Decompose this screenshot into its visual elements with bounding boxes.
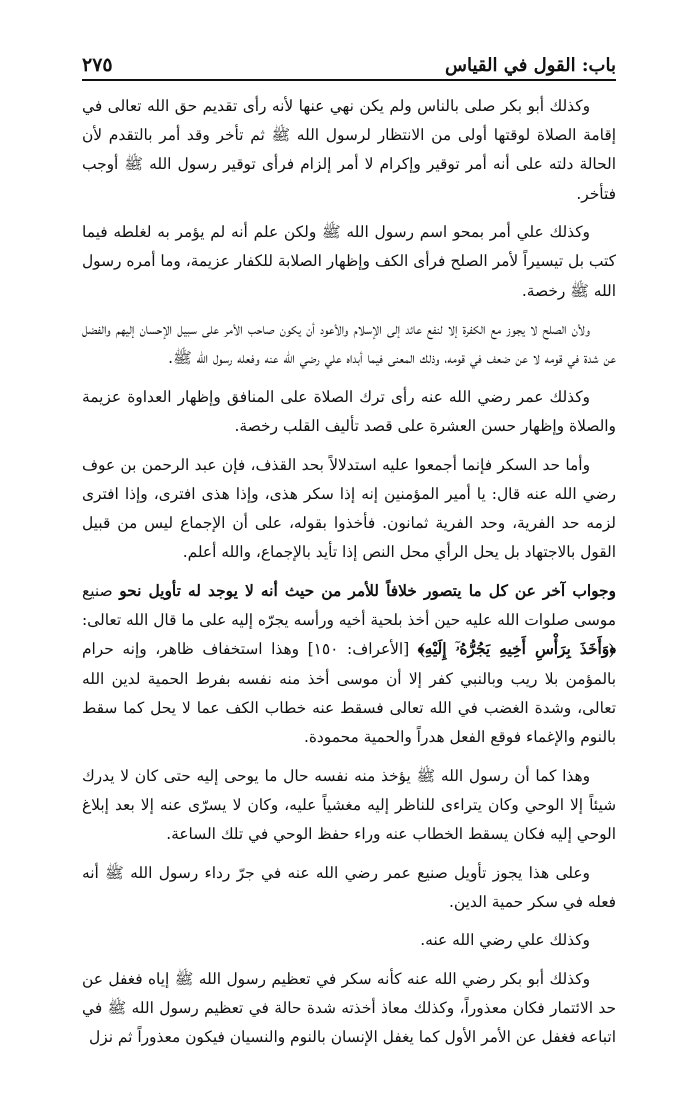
chapter-title: باب: القول في القياس (445, 55, 616, 76)
answer-text-1: صنيع موسى صلوات الله عليه حين أخذ بلحية أخيه ورأسه يجرّه إليه على ما قال الله تعالى: (82, 582, 616, 630)
paragraph: وهذا كما أن رسول الله ﷺ يؤخذ منه نفسه حال ما يوحى إليه حتى كان لا يدرك شيئاً إلا الوحي وكان يتراءى للناظر إليه مغشياً عليه، وكان لا يسرّى عنه إلا بعد إبلاغ الوحي إليه فكان يسقط الخطاب عنه وراء حفظ الوحي في تلك الساعة. (82, 766, 616, 844)
paragraph: وأما حد السكر فإنما أجمعوا عليه استدلالاً بحد القذف، فإن عبد الرحمن بن عوف رضي الله عنه قال: يا أمير المؤمنين إنه إذا سكر هذى، وإذا هذى افترى، وإذا افترى لزمه حد الفرية، وحد الفرية ثمانون. فأخذوا بقوله، على أن الإجماع ليس من قبيل القول بالاجتهاد بل يحل الرأي محل النص إذا تأيد بالإجماع، والله أعلم. (82, 455, 616, 562)
quran-verse: ﴿وَأَخَذَ بِرَأْسِ أَخِيهِ يَجُرُّهُۥٓ إِلَيْهِ﴾ (417, 640, 616, 659)
paragraph: وكذلك علي رضي الله عنه. (420, 931, 590, 950)
page-number: ٢٧٥ (82, 54, 113, 76)
paragraph: وعلى هذا يجوز تأويل صنيع عمر رضي الله عنه في جرّ رداء رسول الله ﷺ أنه فعله في سكر حمية الدين. (82, 863, 616, 911)
paragraph: وكذلك عمر رضي الله عنه رأى ترك الصلاة على المنافق وإظهار العداوة عزيمة والصلاة وإظهار حسن العشرة على قصد تأليف القلب رخصة. (82, 388, 616, 436)
paragraph: وكذلك علي أمر بمحو اسم رسول الله ﷺ ولكن علم أنه لم يؤمر به لغلطه فيما كتب بل تيسيراً لأمر الصلح فرأى الكف وإظهار الصلابة للكفار عزيمة، وما أمره رسول الله ﷺ رخصة. (82, 223, 616, 300)
paragraph: وكذلك أبو بكر صلى بالناس ولم يكن نهي عنها لأنه رأى تقديم حق الله تعالى في إقامة الصلاة لوقتها أولى من الانتظار لرسول الله ﷺ ثم تأخر وقد أمر بالتقدم لأن الحالة دلته على أنه أمر توقير وإكرام لا أمر إلزام فرأى توقير رسول الله ﷺ أوجب فتأخر. (82, 97, 616, 203)
paragraph: وكذلك أبو بكر رضي الله عنه كأنه سكر في تعظيم رسول الله ﷺ إياه فغفل عن حد الائتمار فكان معذوراً، وكذلك معاذ أخذته شدة حالة في تعظيم رسول الله ﷺ في اتباعه فغفل عن الأمر الأول كما يغفل الإنسان بالنوم والنسيان فيكون معذوراً ثم نزل (82, 970, 616, 1047)
answer-text-2: [الأعراف: ١٥٠] وهذا استخفاف ظاهر، وإنه حرام بالمؤمن بلا ريب وبالنبي كفر إلا أن موسى أخذ منه نفسه بفرط الحمية لدين الله تعالى، وشدة الغضب في الله تعالى فسقط عنه خطاب الكف عما لا يحل كما سقط بالنوم والإغماء فوقع الفعل هدراً والحمية محمودة. (82, 640, 616, 747)
answer-lead: وجواب آخر عن كل ما يتصور خلافاً للأمر من حيث أنه لا يوجد له تأويل نحو (119, 582, 616, 600)
page-body (82, 92, 616, 1062)
answer-paragraph (82, 577, 616, 752)
running-header (82, 42, 616, 76)
paragraph: ولأن الصلح لا يجوز مع الكفرة إلا لنفع عائد إلى الإسلام والأعود أن يكون صاحب الأمر على سبيل الإحسان إليهم والفضل عن شدة في قومه لا عن ضعف في قومه، وذلك المعنى فيما أبداه علي رضي الله عنه وفعله رسول الله ﷺ. (82, 320, 616, 368)
header-rule (82, 79, 616, 81)
